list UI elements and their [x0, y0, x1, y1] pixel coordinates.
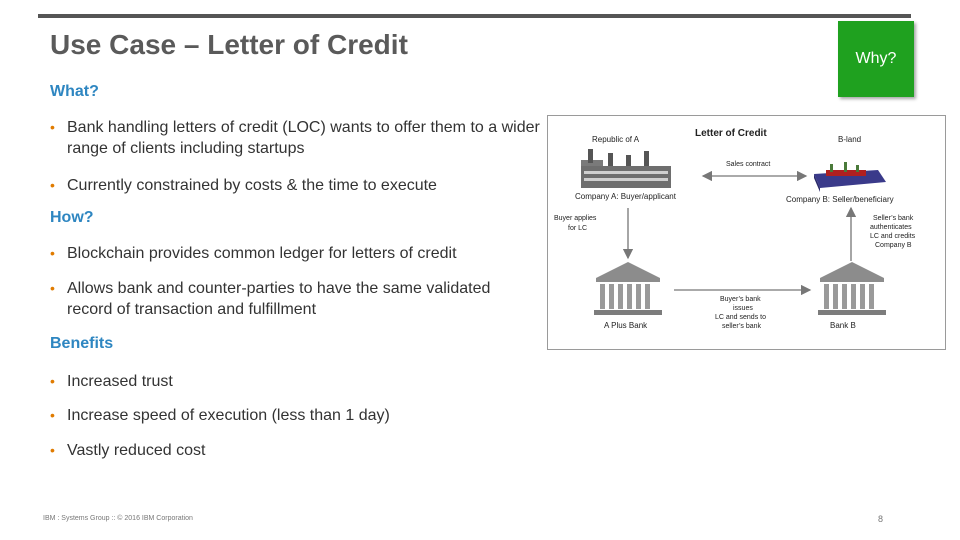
why-button[interactable]: Why? — [838, 21, 914, 97]
buyer-bank-label-3: LC and sends to — [715, 314, 766, 321]
bullet-text: Vastly reduced cost — [67, 442, 206, 459]
how-heading: How? — [50, 209, 94, 226]
bank-a-label: A Plus Bank — [604, 321, 648, 330]
how-bullet-2 — [50, 278, 540, 320]
company-a-label: Company A: Buyer/applicant — [575, 192, 676, 201]
seller-bank-label-4: Company B — [875, 242, 912, 249]
bullet-dot-icon: • — [50, 373, 55, 389]
bullet-dot-icon: • — [50, 245, 55, 261]
seller-bank-label-1: Seller’s bank — [873, 215, 914, 222]
factory-b-icon — [814, 162, 886, 192]
buyer-bank-label-4: seller’s bank — [722, 323, 762, 330]
benefits-bullet-3 — [50, 440, 540, 461]
company-b-label: Company B: Seller/beneficiary — [786, 195, 894, 204]
buyer-bank-label-2: issues — [733, 305, 753, 312]
bullet-dot-icon: • — [50, 407, 55, 423]
seller-bank-label-2: authenticates — [870, 224, 912, 231]
bullet-text: Currently constrained by costs & the time to execute — [67, 177, 437, 194]
footer-text: IBM : Systems Group :: © 2016 IBM Corporation — [43, 515, 193, 522]
bullet-dot-icon: • — [50, 280, 55, 296]
bullet-text: Blockchain provides common ledger for letters of credit — [67, 245, 457, 262]
bank-a-icon — [594, 262, 662, 315]
factory-a-icon — [581, 149, 671, 188]
letter-of-credit-diagram — [547, 115, 946, 350]
republic-label: Republic of A — [592, 135, 640, 144]
bank-b-label: Bank B — [830, 321, 856, 330]
buyer-bank-label-1: Buyer’s bank — [720, 296, 761, 303]
bullet-text: Increased trust — [67, 373, 173, 390]
sales-contract-label: Sales contract — [726, 161, 771, 168]
what-heading: What? — [50, 83, 99, 100]
benefits-bullet-1 — [50, 371, 540, 392]
how-bullet-1 — [50, 243, 540, 264]
bullet-text: Increase speed of execution (less than 1 day) — [67, 407, 390, 424]
bullet-text: Allows bank and counter-parties to have the same validated record of transaction and fulfillment — [67, 280, 491, 318]
page-number: 8 — [878, 514, 884, 524]
what-bullet-1 — [50, 117, 540, 159]
bullet-text: Bank handling letters of credit (LOC) wants to offer them to a wider range of clients including startups — [67, 119, 540, 157]
slide-title: Use Case – Letter of Credit — [50, 29, 408, 60]
diagram-title: Letter of Credit — [695, 128, 767, 139]
buyer-applies-label-1: Buyer applies — [554, 215, 597, 222]
bland-label: B-land — [838, 135, 862, 144]
benefits-bullet-2 — [50, 405, 540, 426]
seller-bank-label-3: LC and credits — [870, 233, 916, 240]
top-rule — [38, 14, 911, 18]
bank-b-icon — [818, 262, 886, 315]
bullet-dot-icon: • — [50, 119, 55, 135]
what-bullet-2 — [50, 175, 540, 196]
bullet-dot-icon: • — [50, 177, 55, 193]
bullet-dot-icon: • — [50, 442, 55, 458]
buyer-applies-label-2: for LC — [568, 225, 588, 232]
benefits-heading: Benefits — [50, 335, 114, 352]
